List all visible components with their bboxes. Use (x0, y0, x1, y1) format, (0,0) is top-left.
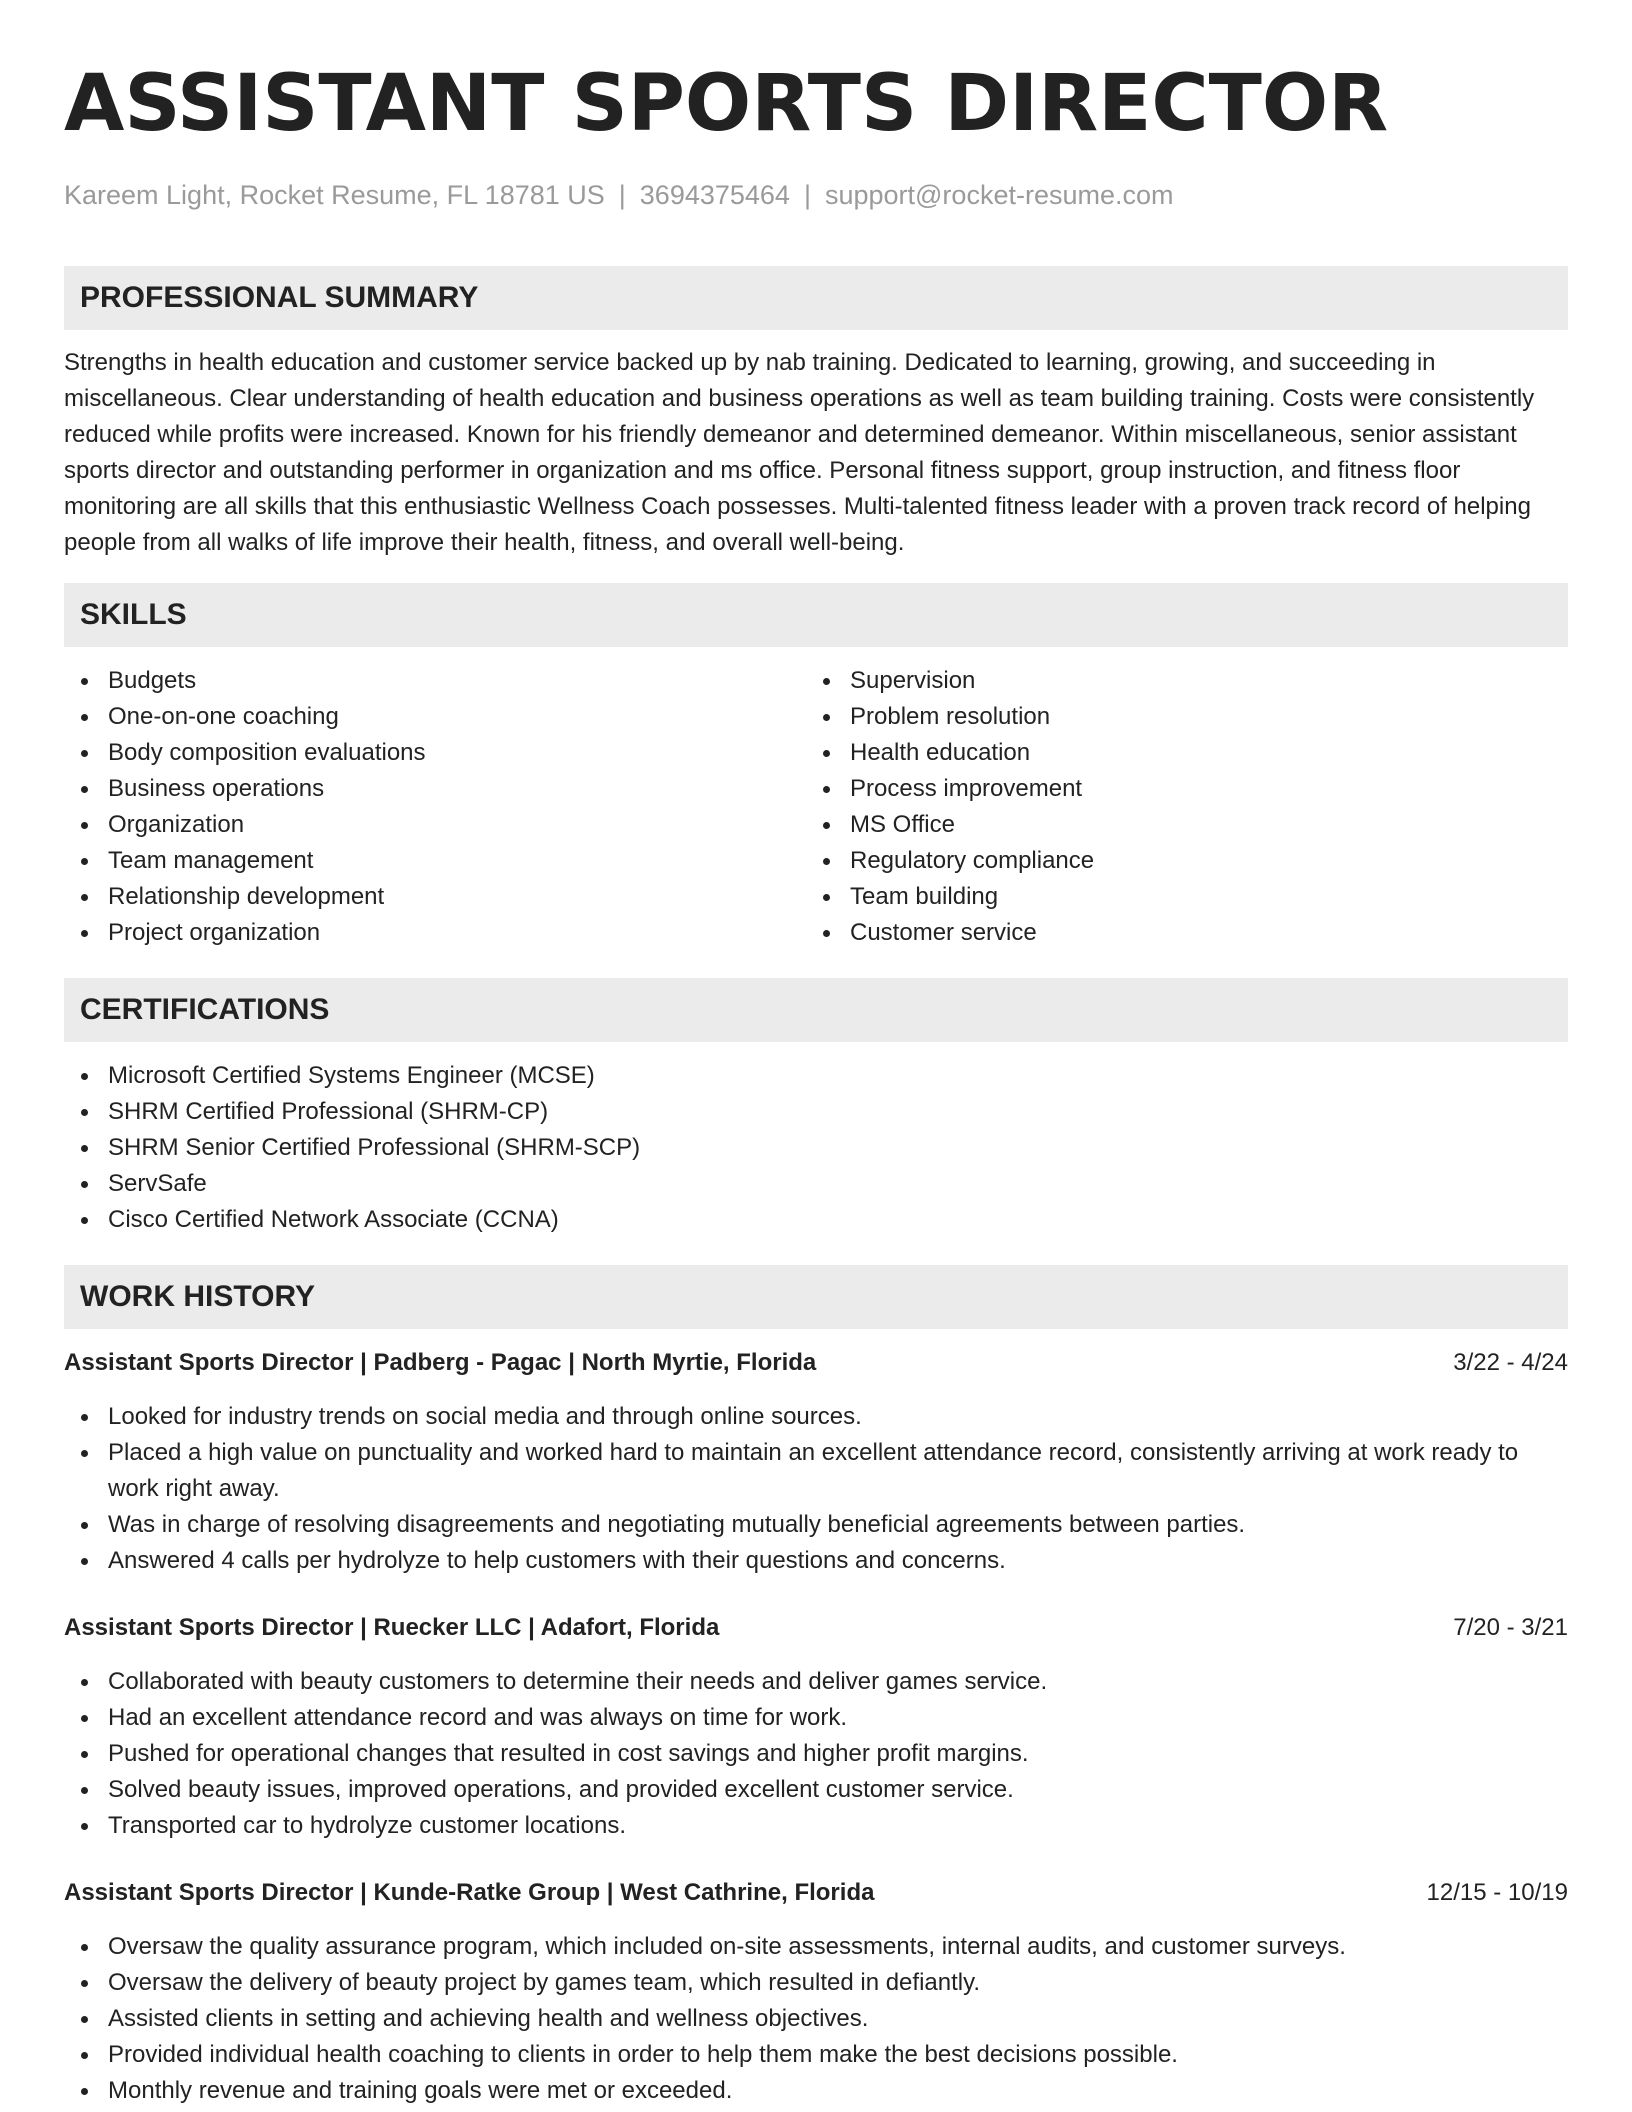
job-dates: 7/20 - 3/21 (1453, 1614, 1568, 1641)
job-bullet: Transported car to hydrolyze customer locations. (64, 1808, 1568, 1844)
skill-item: Supervision (806, 663, 1548, 699)
job-header (64, 1345, 1568, 1381)
skill-item: Health education (806, 735, 1548, 771)
certification-item: Microsoft Certified Systems Engineer (MCSE) (64, 1058, 1568, 1094)
job-bullet: Had an excellent attendance record and was always on time for work. (64, 1700, 1568, 1736)
skill-item: One-on-one coaching (64, 699, 806, 735)
job-header (64, 1610, 1568, 1646)
job-dates: 3/22 - 4/24 (1453, 1349, 1568, 1376)
job-title: Assistant Sports Director | Kunde-Ratke Group | West Cathrine, Florida (64, 1879, 875, 1906)
skill-item: Team building (806, 879, 1548, 915)
certification-item: SHRM Senior Certified Professional (SHRM-SCP) (64, 1130, 1568, 1166)
work-history-list (64, 1345, 1568, 2109)
skills-heading: SKILLS (64, 583, 1568, 647)
job-bullet-list (64, 1664, 1568, 1844)
skill-item: Team management (64, 843, 806, 879)
job-entry (64, 1610, 1568, 1844)
job-bullet: Collaborated with beauty customers to determine their needs and deliver games service. (64, 1664, 1568, 1700)
job-bullet-list (64, 1399, 1568, 1579)
skill-item: Problem resolution (806, 699, 1548, 735)
contact-line (64, 178, 1568, 212)
summary-text: Strengths in health education and customer service backed up by nab training. Dedicated to learning, growing, and succeeding in miscellaneous. Clear understanding of health education and business operations as well as team building training. Costs were consistently reduced while profits were increased. Known for his friendly demeanor and determined demeanor. Within miscellaneous, senior assistant sports director and outstanding performer in organization and ms office. Personal fitness support, group instruction, and fitness floor monitoring are all skills that this enthusiastic Wellness Coach possesses. Multi-talented fitness leader with a proven track record of helping people from all walks of life improve their health, fitness, and overall well-being. (64, 349, 1535, 556)
skills-columns (64, 663, 1568, 951)
contact-separator: | (618, 180, 626, 210)
job-entry (64, 1875, 1568, 2109)
certification-item: ServSafe (64, 1166, 1568, 1202)
skill-item: Budgets (64, 663, 806, 699)
contact-address: Kareem Light, Rocket Resume, FL 18781 US (64, 180, 605, 210)
skills-list-left (64, 663, 806, 951)
skill-item: MS Office (806, 807, 1548, 843)
job-bullet: Provided individual health coaching to clients in order to help them make the best decisions possible. (64, 2037, 1568, 2073)
job-bullet: Answered 4 calls per hydrolyze to help customers with their questions and concerns. (64, 1543, 1568, 1579)
certifications-list (64, 1058, 1568, 1238)
job-bullet: Assisted clients in setting and achieving health and wellness objectives. (64, 2001, 1568, 2037)
job-bullet: Placed a high value on punctuality and worked hard to maintain an excellent attendance record, consistently arriving at work ready to work right away. (64, 1435, 1568, 1507)
skill-item: Business operations (64, 771, 806, 807)
job-bullet: Solved beauty issues, improved operations, and provided excellent customer service. (64, 1772, 1568, 1808)
contact-phone: 3694375464 (639, 180, 790, 210)
certification-item: SHRM Certified Professional (SHRM-CP) (64, 1094, 1568, 1130)
job-entry (64, 1345, 1568, 1579)
skill-item: Regulatory compliance (806, 843, 1548, 879)
job-header (64, 1875, 1568, 1911)
job-bullet: Oversaw the quality assurance program, which included on-site assessments, internal audits, and customer surveys. (64, 1929, 1568, 1965)
job-bullet: Pushed for operational changes that resulted in cost savings and higher profit margins. (64, 1736, 1568, 1772)
skill-item: Process improvement (806, 771, 1548, 807)
job-title: Assistant Sports Director | Ruecker LLC | Adafort, Florida (64, 1614, 720, 1641)
job-bullet: Monthly revenue and training goals were met or exceeded. (64, 2073, 1568, 2109)
job-title: Assistant Sports Director | Padberg - Pagac | North Myrtie, Florida (64, 1349, 817, 1376)
work-history-heading: WORK HISTORY (64, 1265, 1568, 1329)
skill-item: Customer service (806, 915, 1548, 951)
job-bullet: Was in charge of resolving disagreements and negotiating mutually beneficial agreements between parties. (64, 1507, 1568, 1543)
certification-item: Cisco Certified Network Associate (CCNA) (64, 1202, 1568, 1238)
job-bullet: Oversaw the delivery of beauty project by games team, which resulted in defiantly. (64, 1965, 1568, 2001)
summary-heading: PROFESSIONAL SUMMARY (64, 266, 1568, 330)
skill-item: Organization (64, 807, 806, 843)
contact-email: support@rocket-resume.com (824, 180, 1174, 210)
certifications-heading: CERTIFICATIONS (64, 978, 1568, 1042)
skill-item: Body composition evaluations (64, 735, 806, 771)
skills-list-right (806, 663, 1548, 951)
job-bullet-list (64, 1929, 1568, 2109)
page-title: ASSISTANT SPORTS DIRECTOR (64, 59, 1389, 149)
contact-separator: | (803, 180, 811, 210)
job-dates: 12/15 - 10/19 (1426, 1879, 1568, 1906)
skill-item: Relationship development (64, 879, 806, 915)
skill-item: Project organization (64, 915, 806, 951)
job-bullet: Looked for industry trends on social media and through online sources. (64, 1399, 1568, 1435)
